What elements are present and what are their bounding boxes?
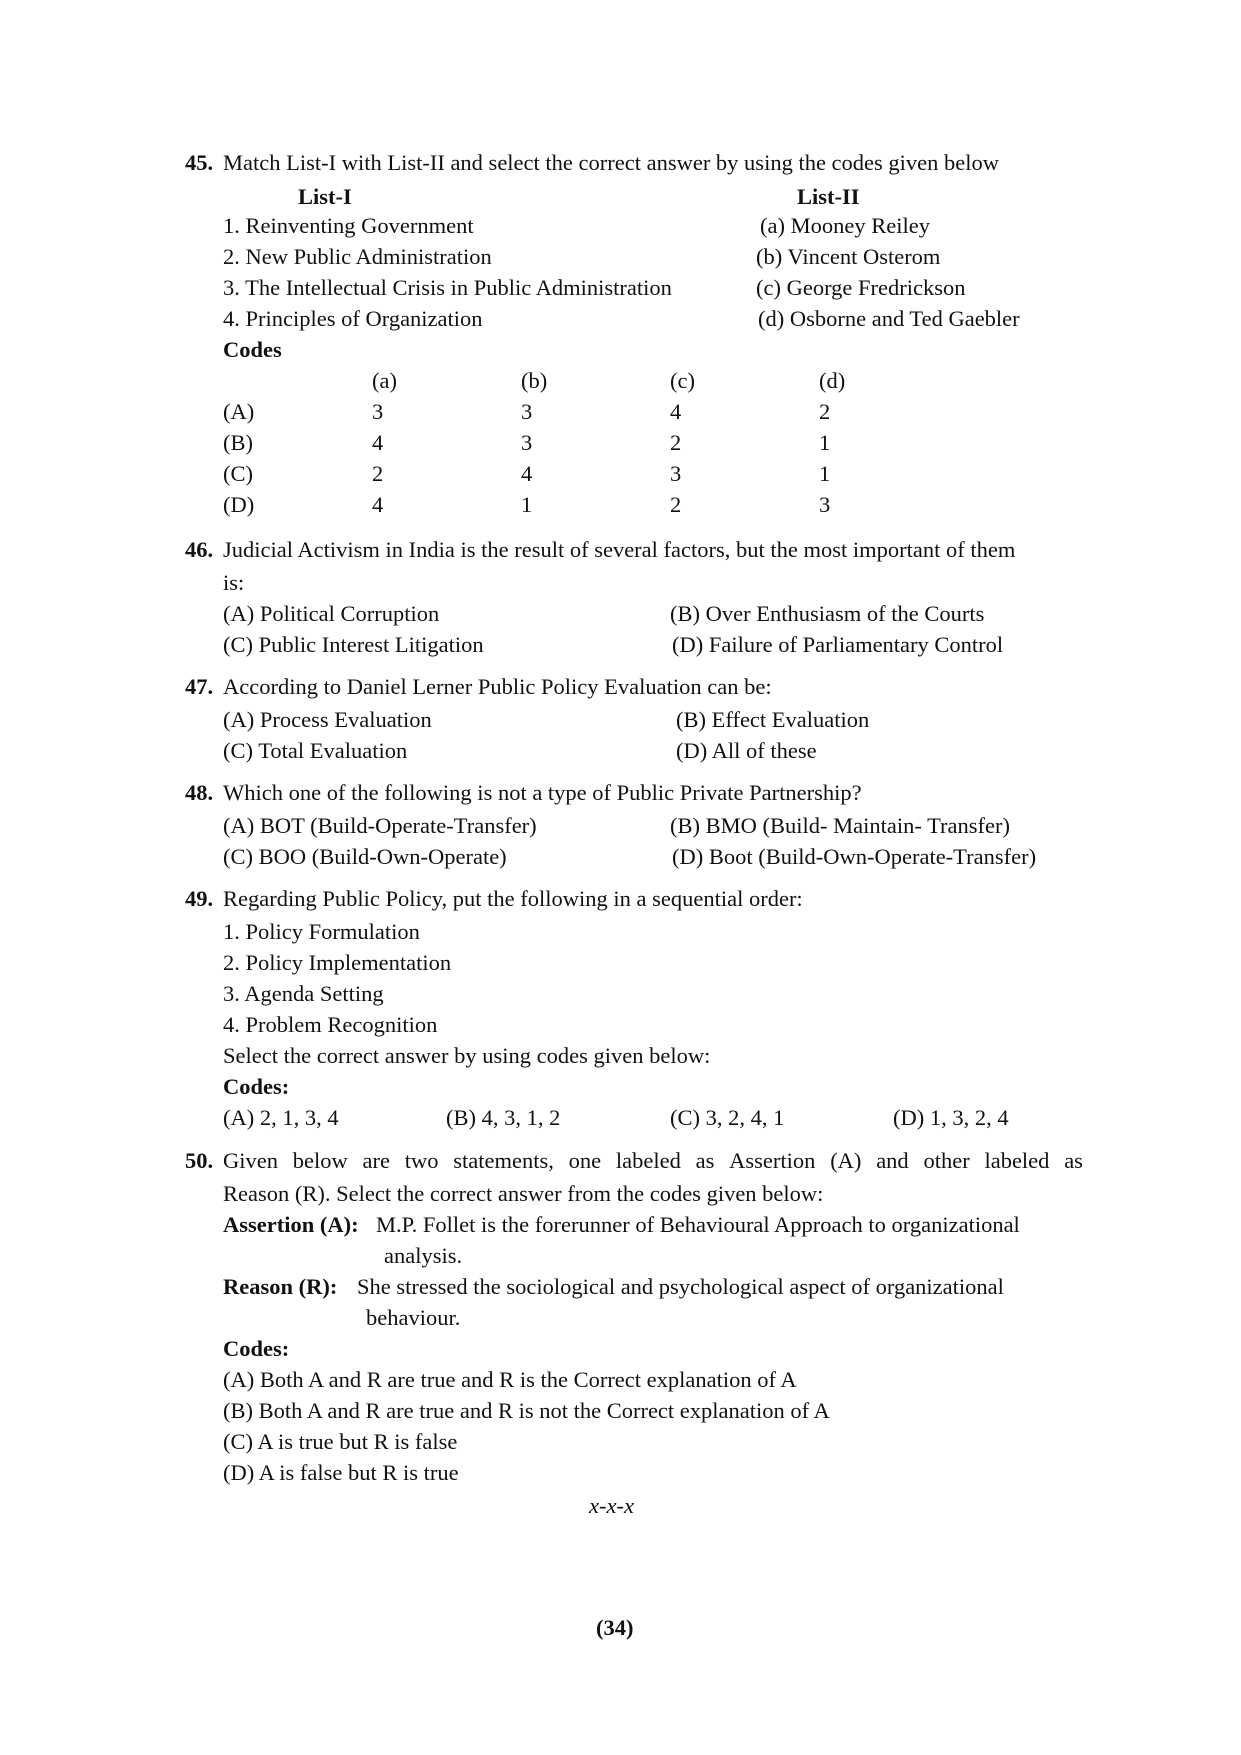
q48-option: (A) BOT (Build-Operate-Transfer)	[223, 813, 537, 838]
q45-code-value: 3	[670, 461, 682, 486]
q47-option: (B) Effect Evaluation	[676, 707, 870, 732]
q50-word: Assertion	[729, 1148, 816, 1173]
q46-option: (B) Over Enthusiasm of the Courts	[670, 601, 985, 626]
q45-list2-heading: List-II	[797, 184, 860, 209]
q48-text: Which one of the following is not a type of Public Private Partnership?	[223, 780, 862, 805]
q45-code-value: 2	[670, 430, 682, 455]
q47-option: (C) Total Evaluation	[223, 738, 408, 763]
q49-instruction: Select the correct answer by using codes given below:	[223, 1043, 711, 1068]
q50-word: as	[1064, 1148, 1083, 1173]
q50-word: one	[568, 1148, 602, 1173]
q47-number: 47.	[185, 674, 214, 699]
q50-word: below	[292, 1148, 348, 1173]
q48-option: (D) Boot (Build-Own-Operate-Transfer)	[672, 844, 1037, 869]
q50-number: 50.	[185, 1148, 214, 1173]
q50-word: (A)	[830, 1148, 862, 1173]
q45-list1-item: 1. Reinventing Government	[223, 213, 474, 238]
q49-text: Regarding Public Policy, put the following in a sequential order:	[223, 886, 803, 911]
q50-word: labeled	[615, 1148, 681, 1173]
q45-code-row-label: (C)	[223, 461, 253, 486]
q45-code-value: 2	[372, 461, 384, 486]
q50-word: as	[695, 1148, 715, 1173]
q45-code-value: 4	[372, 430, 384, 455]
q47-text: According to Daniel Lerner Public Policy Evaluation can be:	[223, 674, 772, 699]
q45-code-value: 3	[819, 492, 831, 517]
q45-list2-item: (c) George Fredrickson	[756, 275, 966, 300]
q45-code-value: 4	[372, 492, 384, 517]
q50-assertion-text-continued: analysis.	[384, 1243, 463, 1268]
q50-codes-label: Codes:	[223, 1336, 290, 1361]
q45-code-header: (c)	[670, 368, 695, 393]
q47-option: (A) Process Evaluation	[223, 707, 432, 732]
q45-code-value: 3	[521, 399, 533, 424]
q45-code-header: (a)	[372, 368, 397, 393]
q45-code-value: 1	[819, 461, 831, 486]
q50-text	[223, 1150, 1083, 1173]
q45-code-row-label: (D)	[223, 492, 255, 517]
q47-option: (D) All of these	[676, 738, 817, 763]
q45-list1-item: 4. Principles of Organization	[223, 306, 483, 331]
q50-reason-text: She stressed the sociological and psychological aspect of organizational	[357, 1274, 1004, 1299]
q45-list1-item: 2. New Public Administration	[223, 244, 492, 269]
q45-code-header: (d)	[819, 368, 846, 393]
q45-list1-heading: List-I	[298, 184, 352, 209]
q49-item: 3. Agenda Setting	[223, 981, 384, 1006]
q49-codes-label: Codes:	[223, 1074, 290, 1099]
q48-option: (C) BOO (Build-Own-Operate)	[223, 844, 507, 869]
q49-option: (A) 2, 1, 3, 4	[223, 1105, 339, 1130]
q46-number: 46.	[185, 537, 214, 562]
page-number: (34)	[596, 1615, 634, 1640]
q50-assertion-text: M.P. Follet is the forerunner of Behavioural Approach to organizational	[376, 1212, 1020, 1237]
q45-list2-item: (b) Vincent Osterom	[756, 244, 941, 269]
q50-option: (C) A is true but R is false	[223, 1429, 458, 1454]
q46-text-continued: is:	[223, 570, 245, 595]
q50-word: statements,	[453, 1148, 554, 1173]
q45-code-header: (b)	[521, 368, 548, 393]
q45-code-value: 1	[819, 430, 831, 455]
q50-word: Given	[223, 1148, 278, 1173]
q48-number: 48.	[185, 780, 214, 805]
q45-code-value: 4	[670, 399, 682, 424]
q45-list1-item: 3. The Intellectual Crisis in Public Administration	[223, 275, 672, 300]
q45-code-value: 4	[521, 461, 533, 486]
q50-word: are	[362, 1148, 390, 1173]
q46-option: (C) Public Interest Litigation	[223, 632, 484, 657]
q48-option: (B) BMO (Build- Maintain- Transfer)	[670, 813, 1010, 838]
q49-option: (D) 1, 3, 2, 4	[893, 1105, 1009, 1130]
q50-option: (D) A is false but R is true	[223, 1460, 459, 1485]
q45-code-value: 2	[670, 492, 682, 517]
q45-code-value: 1	[521, 492, 533, 517]
q49-option: (B) 4, 3, 1, 2	[446, 1105, 561, 1130]
q45-code-value: 3	[521, 430, 533, 455]
q46-option: (A) Political Corruption	[223, 601, 440, 626]
q50-reason-text-continued: behaviour.	[366, 1305, 461, 1330]
q50-option: (A) Both A and R are true and R is the Correct explanation of A	[223, 1367, 797, 1392]
q45-code-row-label: (B)	[223, 430, 253, 455]
q50-reason-label: Reason (R):	[223, 1274, 338, 1299]
q50-text-continued: Reason (R). Select the correct answer from the codes given below:	[223, 1181, 824, 1206]
q46-text: Judicial Activism in India is the result of several factors, but the most important of them	[223, 537, 1016, 562]
q45-code-value: 2	[819, 399, 831, 424]
q50-word: labeled	[984, 1148, 1050, 1173]
q45-code-value: 3	[372, 399, 384, 424]
q45-number: 45.	[185, 150, 214, 175]
q45-codes-label: Codes	[223, 337, 282, 362]
end-mark: x-x-x	[589, 1493, 634, 1518]
q46-option: (D) Failure of Parliamentary Control	[672, 632, 1004, 657]
q45-list2-item: (a) Mooney Reiley	[760, 213, 930, 238]
q49-option: (C) 3, 2, 4, 1	[670, 1105, 785, 1130]
q49-item: 2. Policy Implementation	[223, 950, 452, 975]
q49-item: 4. Problem Recognition	[223, 1012, 438, 1037]
q50-word: two	[404, 1148, 439, 1173]
q50-assertion-label: Assertion (A):	[223, 1212, 359, 1237]
q50-word: other	[923, 1148, 970, 1173]
q45-list2-item: (d) Osborne and Ted Gaebler	[758, 306, 1020, 331]
q49-item: 1. Policy Formulation	[223, 919, 420, 944]
q50-option: (B) Both A and R are true and R is not the Correct explanation of A	[223, 1398, 830, 1423]
q45-text: Match List-I with List-II and select the correct answer by using the codes given below	[223, 150, 1000, 175]
q49-number: 49.	[185, 886, 214, 911]
q50-word: and	[876, 1148, 909, 1173]
q45-code-row-label: (A)	[223, 399, 255, 424]
